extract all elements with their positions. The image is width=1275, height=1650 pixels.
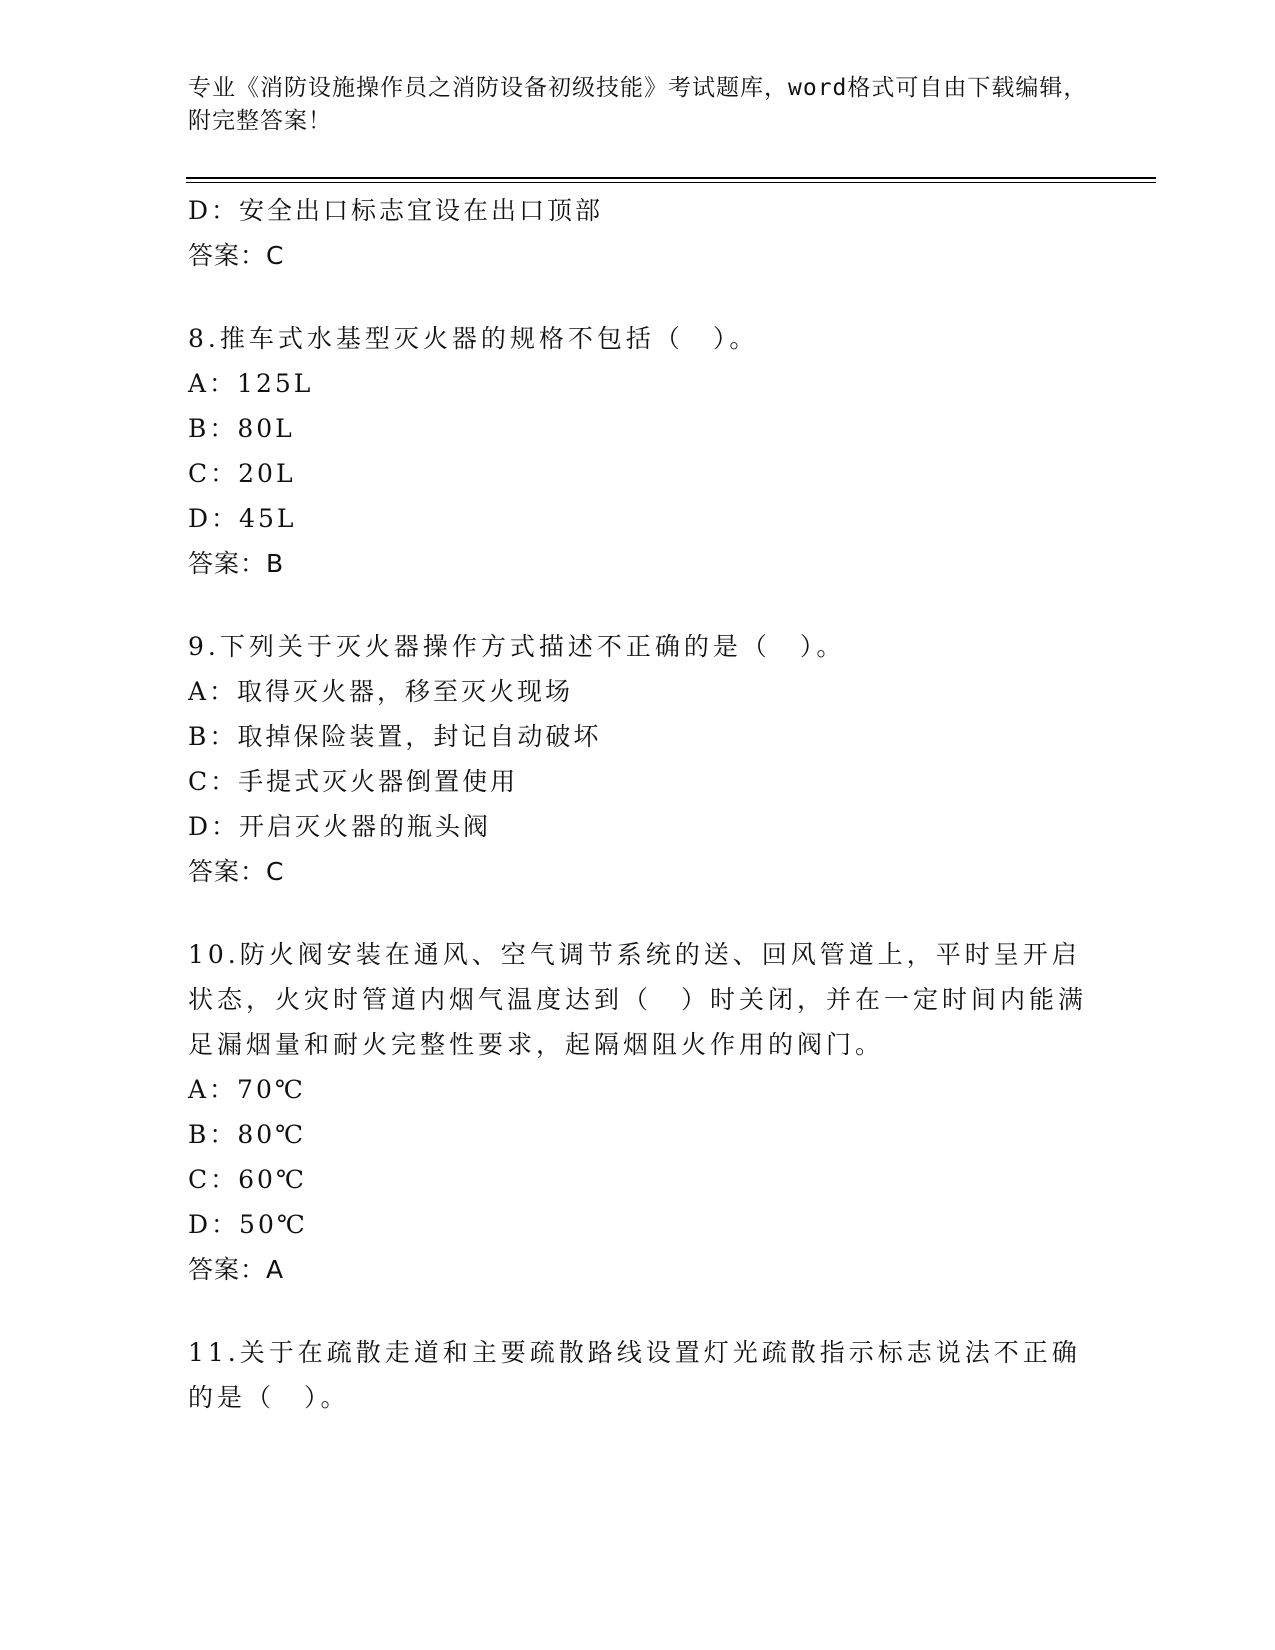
option-a: A：70℃ [188,1075,306,1104]
question-8 [188,316,1088,586]
option-c: C：60℃ [188,1165,307,1194]
option-b: B：取掉保险装置，封记自动破坏 [188,722,602,751]
question-stem: 11.关于在疏散走道和主要疏散路线设置灯光疏散指示标志说法不正确的是（ ）。 [188,1338,1081,1412]
option-b: B：80℃ [188,1120,307,1149]
answer-line: 答案：C [188,241,285,270]
option-a: A：取得灭火器，移至灭火现场 [188,677,574,706]
option-a: A：125L [188,369,314,398]
question-10 [188,932,1088,1292]
option-b: B：80L [188,414,295,443]
answer-line: 答案：A [188,1255,285,1284]
question-stem: 8.推车式水基型灭火器的规格不包括（ ）。 [188,324,759,353]
question-stem: 9.下列关于灭火器操作方式描述不正确的是（ ）。 [188,632,846,661]
question-9 [188,624,1088,894]
option-d: D：安全出口标志宜设在出口顶部 [188,196,604,225]
option-d: D：50℃ [188,1210,308,1239]
option-d: D：开启灭火器的瓶头阀 [188,812,492,841]
option-c: C：手提式灭火器倒置使用 [188,767,519,796]
question-11 [188,1330,1088,1420]
header-divider-thin [186,182,1156,183]
page-header: 专业《消防设施操作员之消防设备初级技能》考试题库，word格式可自由下载编辑，附完整答案！ [188,75,1088,134]
option-c: C：20L [188,459,296,488]
question-list [188,188,1088,1420]
option-d: D：45L [188,504,297,533]
question-stem: 10.防火阀安装在通风、空气调节系统的送、回风管道上，平时呈开启状态，火灾时管道内烟气温度达到（ ）时关闭，并在一定时间内能满足漏烟量和耐火完整性要求，起隔烟阻火作用的阀门。 [188,940,1088,1059]
header-divider [186,177,1156,179]
previous-question-tail [188,188,1088,278]
answer-line: 答案：B [188,549,285,578]
answer-line: 答案：C [188,857,285,886]
